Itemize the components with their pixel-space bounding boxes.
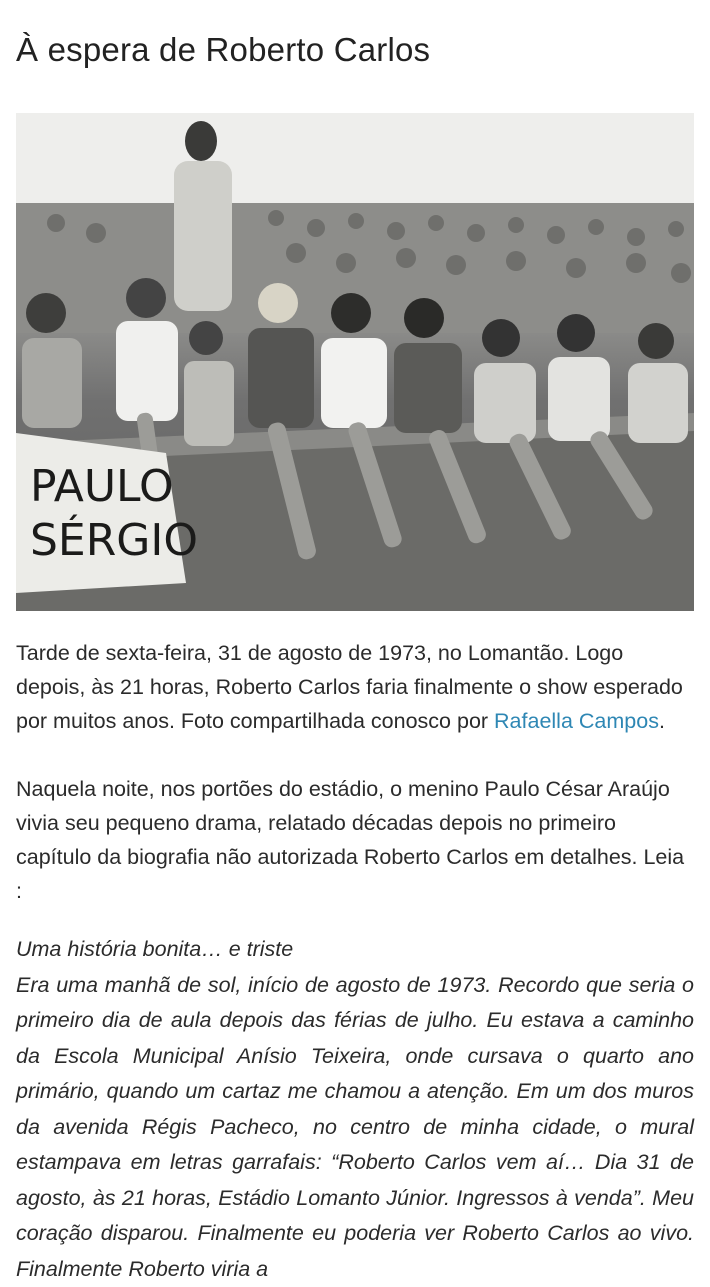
context-paragraph: Naquela noite, nos portões do estádio, o menino Paulo César Araújo vivia seu pequeno drama, relatado décadas depois no primeiro capítulo da biografia não autorizada Roberto Carlos em detalhes. Leia : [16, 772, 696, 908]
crowd-photo-illustration [16, 113, 694, 611]
banner-text-line1: PAULO [30, 461, 174, 512]
author-link[interactable]: Rafaella Campos [494, 709, 659, 733]
caption-text: Tarde de sexta-feira, 31 de agosto de 1973, no Lomantão. Logo depois, às 21 horas, Roberto Carlos faria finalmente o show esperado por muitos anos. Foto compartilhada conosco por [16, 641, 683, 733]
photo-caption [16, 636, 696, 738]
article-photo [16, 113, 694, 611]
excerpt-title: Uma história bonita… e triste [16, 932, 694, 968]
caption-end: . [659, 709, 665, 733]
book-excerpt [16, 932, 694, 1287]
excerpt-body: Era uma manhã de sol, início de agosto de 1973. Recordo que seria o primeiro dia de aula depois das férias de julho. Eu estava a caminho da Escola Municipal Anísio Teixeira, onde cursava o quarto ano primário, quando um cartaz me chamou a atenção. Em um dos muros da avenida Régis Pacheco, no centro de minha cidade, o mural estampava em letras garrafais: “Roberto Carlos vem aí… Dia 31 de agosto, às 21 horas, Estádio Lomanto Júnior. Ingressos à venda”. Meu coração disparou. Finalmente eu poderia ver Roberto Carlos ao vivo. Finalmente Roberto viria a [16, 968, 694, 1287]
banner-text-line2: SÉRGIO [30, 513, 198, 566]
article-title: À espera de Roberto Carlos [16, 28, 430, 72]
